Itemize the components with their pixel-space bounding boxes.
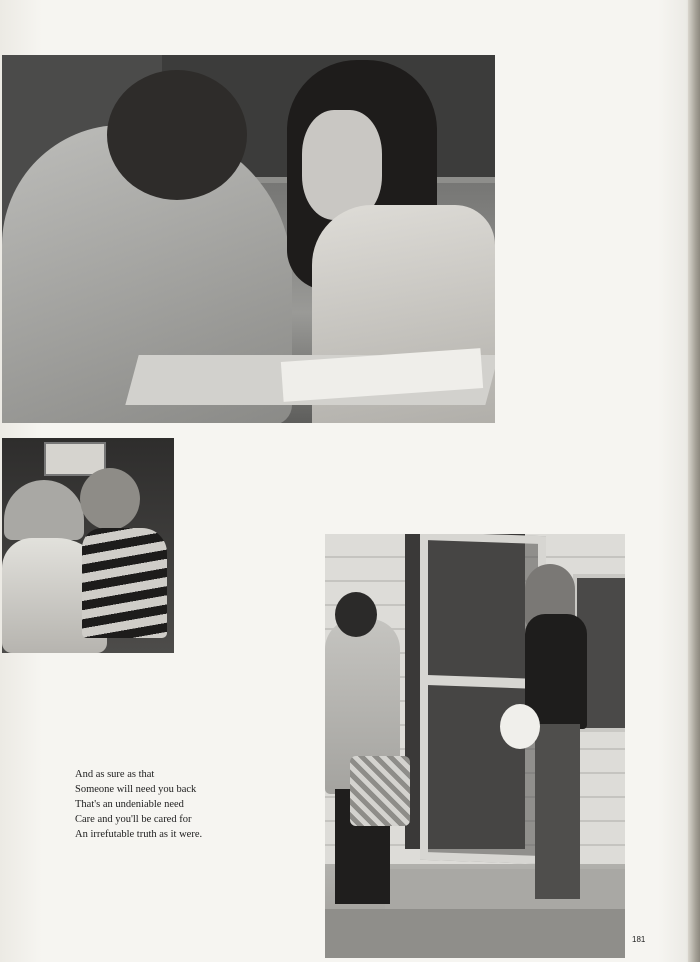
boy-striped-shirt: [82, 528, 167, 638]
white-muff: [500, 704, 540, 749]
porch-step-upper: [385, 869, 625, 909]
porch-step-lower: [325, 909, 625, 958]
caption-line: And as sure as that: [75, 769, 155, 780]
book-spine-edge: [688, 0, 700, 962]
caption-line: Care and you'll be cared for: [75, 814, 192, 825]
classroom-photo: [2, 55, 495, 423]
boy-head: [80, 468, 140, 530]
santa-hat: [4, 480, 84, 540]
shopping-bag: [350, 756, 410, 826]
teacher-face: [302, 110, 382, 220]
caption-line: An irrefutable truth as it were.: [75, 829, 203, 840]
poem-caption: [75, 767, 295, 842]
woman-in-coat-head: [335, 592, 377, 637]
doorway-photo: [325, 534, 625, 958]
caption-line: That's an undeniable need: [75, 799, 184, 810]
woman-in-sweater-legs: [535, 724, 580, 899]
page-number: 181: [632, 935, 646, 944]
santa-photo: [2, 438, 174, 653]
caption-line: Someone will need you back: [75, 784, 197, 795]
student-head: [107, 70, 247, 200]
